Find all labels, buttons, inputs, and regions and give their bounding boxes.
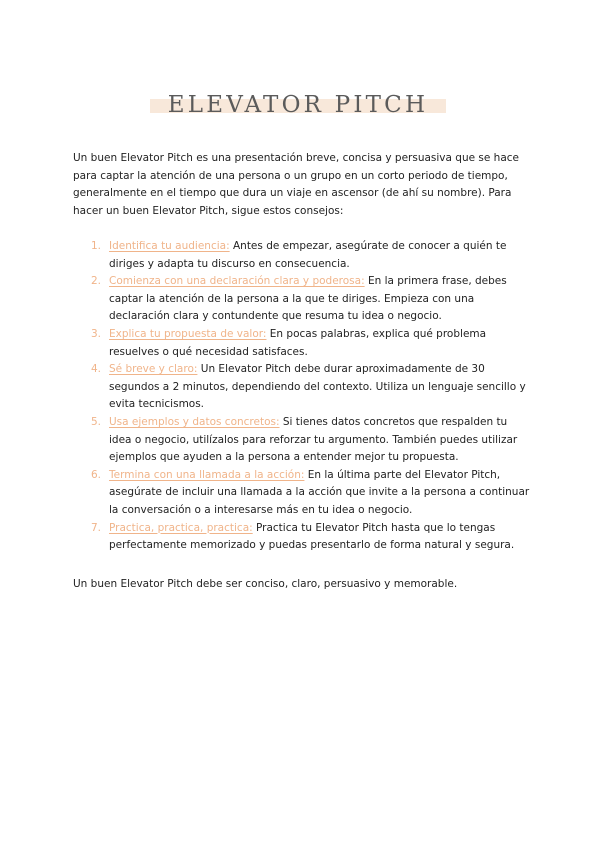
title-block [150, 90, 446, 120]
list-item [73, 238, 533, 273]
list-item [73, 273, 533, 326]
page-title: ELEVATOR PITCH [167, 92, 429, 118]
list-item [73, 414, 533, 467]
list-item [73, 520, 533, 555]
intro-paragraph: Un buen Elevator Pitch es una presentación breve, concisa y persuasiva que se hace para captar la atención de una persona o un grupo en un corto periodo de tiempo, generalmente en el tiempo que dura un viaje en ascensor (de ahí su nombre). Para hacer un buen Elevator Pitch, sigue estos consejos: [73, 152, 519, 217]
list-item-heading: Explica tu propuesta de valor: [109, 327, 267, 340]
list-item-heading: Comienza con una declaración clara y poderosa: [109, 275, 365, 288]
list-item-heading: Sé breve y claro: [109, 363, 198, 376]
list-number: 6. [91, 468, 102, 481]
list-number: 7. [91, 521, 102, 534]
list-item-text: Si tienes datos concretos que respalden tu idea o negocio, utilízalos para reforzar tu argumento. También puedes utilizar ejemplos que ayuden a la persona a entender mejor tu propuesta. [109, 415, 518, 464]
closing-paragraph: Un buen Elevator Pitch debe ser conciso, claro, persuasivo y memorable. [73, 578, 458, 590]
list-item-heading: Usa ejemplos y datos concretos: [109, 415, 280, 428]
list-number: 5. [91, 415, 102, 428]
list-number: 4. [91, 363, 102, 376]
list-item [73, 361, 533, 414]
list-item-text: Un Elevator Pitch debe durar aproximadamente de 30 segundos a 2 minutos, dependiendo del contexto. Utiliza un lenguaje sencillo y evita tecnicismos. [109, 363, 526, 411]
list-number: 2. [91, 275, 102, 288]
list-number: 3. [91, 327, 102, 340]
list-item-heading: Termina con una llamada a la acción: [109, 468, 305, 481]
list-item-heading: Identifica tu audiencia: [109, 240, 230, 252]
tips-list [73, 238, 533, 555]
list-item-text: Practica tu Elevator Pitch hasta que lo tengas perfectamente memorizado y puedas presentarlo de forma natural y segura. [109, 521, 515, 552]
list-item [73, 326, 533, 361]
list-item-text: En pocas palabras, explica qué problema resuelves o qué necesidad satisfaces. [109, 327, 487, 358]
list-item-text: Antes de empezar, asegúrate de conocer a quién te diriges y adapta tu discurso en consecuencia. [109, 240, 507, 270]
list-item-heading: Practica, practica, practica: [109, 521, 253, 534]
list-item [73, 467, 533, 520]
list-item-text: En la primera frase, debes captar la atención de la persona a la que te diriges. Empieza con una declaración clara y contundente que resuma tu idea o negocio. [109, 275, 507, 323]
list-number: 1. [91, 240, 102, 252]
list-item-text: En la última parte del Elevator Pitch, asegúrate de incluir una llamada a la acción que invite a la persona a continuar la conversación o a interesarse más en tu idea o negocio. [109, 468, 530, 516]
